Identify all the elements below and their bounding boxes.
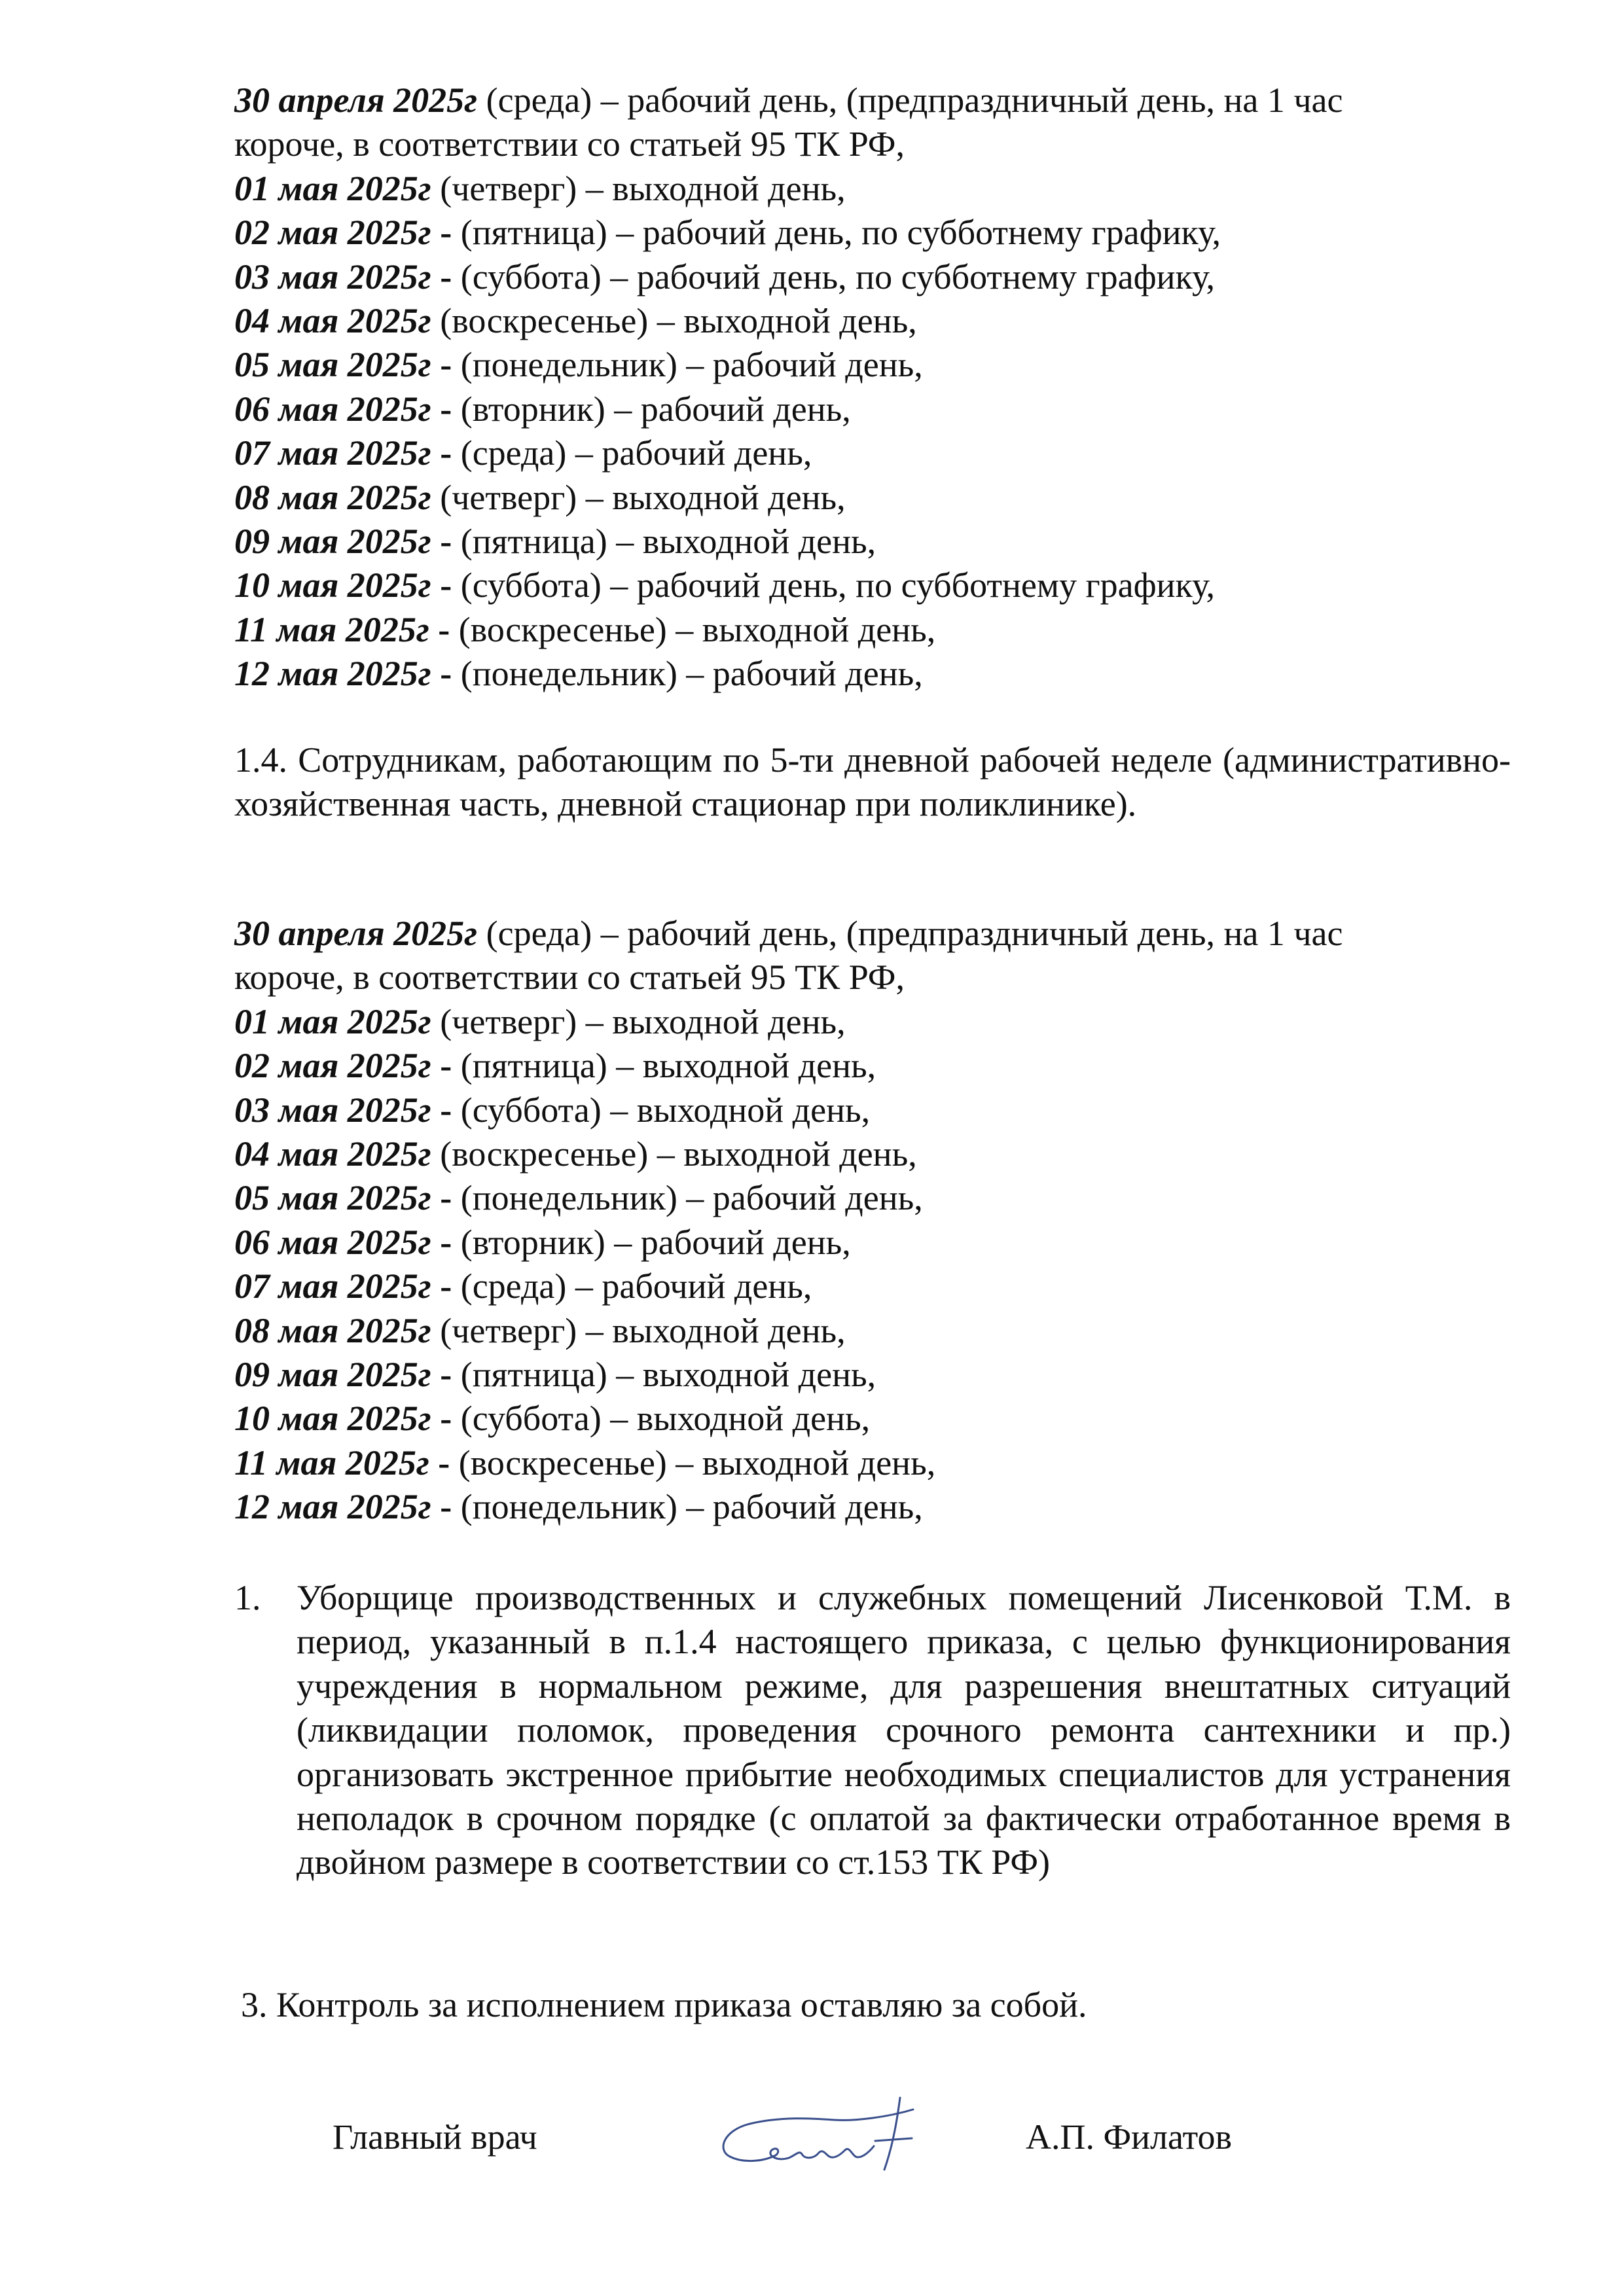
schedule-text: (среда) – рабочий день, xyxy=(452,1266,812,1306)
schedule-intro-line xyxy=(234,912,1511,956)
schedule-text: (четверг) – выходной день, xyxy=(431,477,846,517)
schedule-date: 30 апреля 2025г xyxy=(234,914,478,953)
schedule-text: (пятница) – выходной день, xyxy=(452,521,876,561)
schedule-text: короче, в соответствии со статьей 95 ТК РФ, xyxy=(234,958,905,997)
schedule-line xyxy=(234,1044,1511,1088)
schedule-line xyxy=(234,1397,1511,1441)
schedule-text: (воскресенье) – выходной день, xyxy=(450,1443,936,1482)
schedule-line xyxy=(234,1485,1511,1529)
schedule-text: (четверг) – выходной день, xyxy=(431,1310,846,1350)
schedule-date: 11 мая 2025г xyxy=(234,1443,429,1482)
schedule-date: 11 мая 2025г xyxy=(234,609,429,649)
schedule-text: (суббота) – выходной день, xyxy=(452,1090,871,1130)
schedule-date: 07 мая 2025г xyxy=(234,433,431,473)
schedule-date: 09 мая 2025г xyxy=(234,1354,431,1394)
schedule-date: 07 мая 2025г xyxy=(234,1266,431,1306)
schedule-date: 06 мая 2025г xyxy=(234,389,431,429)
schedule-text: (воскресенье) – выходной день, xyxy=(431,300,917,340)
schedule-line xyxy=(234,1265,1511,1308)
schedule-date: 01 мая 2025г xyxy=(234,1001,431,1041)
schedule-dash: - xyxy=(431,1046,452,1086)
schedule-text: (пятница) – рабочий день, по субботнему графику, xyxy=(452,213,1221,253)
schedule-five-day-week xyxy=(234,912,1511,1529)
schedule-dash: - xyxy=(429,609,450,649)
schedule-text: (воскресенье) – выходной день, xyxy=(431,1134,917,1174)
schedule-line xyxy=(234,1176,1511,1220)
schedule-text: (воскресенье) – выходной день, xyxy=(450,609,936,649)
schedule-date: 08 мая 2025г xyxy=(234,1310,431,1350)
paragraph-1-4: 1.4. Сотрудникам, работающим по 5-ти дневной рабочей неделе (административно-хозяйственная часть, дневной стационар при поликлинике). xyxy=(234,740,1511,824)
schedule-text: (понедельник) – рабочий день, xyxy=(452,1178,923,1218)
schedule-date: 08 мая 2025г xyxy=(234,477,431,517)
schedule-dash: - xyxy=(431,213,452,253)
schedule-text: (суббота) – рабочий день, по субботнему графику, xyxy=(452,257,1216,296)
schedule-date: 12 мая 2025г xyxy=(234,1487,431,1527)
schedule-line xyxy=(234,211,1511,255)
schedule-line xyxy=(234,1441,1511,1485)
schedule-date: 09 мая 2025г xyxy=(234,521,431,561)
schedule-line xyxy=(234,1088,1511,1132)
schedule-date: 06 мая 2025г xyxy=(234,1222,431,1262)
schedule-line xyxy=(234,255,1511,299)
schedule-intro-line-continued xyxy=(234,956,1511,999)
schedule-six-day-week xyxy=(234,79,1511,696)
schedule-line xyxy=(234,387,1511,431)
schedule-dash: - xyxy=(431,345,452,385)
schedule-dash: - xyxy=(431,1487,452,1527)
schedule-text: (вторник) – рабочий день, xyxy=(452,1222,851,1262)
schedule-line xyxy=(234,1353,1511,1397)
schedule-date: 01 мая 2025г xyxy=(234,168,431,208)
schedule-line xyxy=(234,1221,1511,1265)
order-item-3: 3. Контроль за исполнением приказа оставляю за собой. xyxy=(241,1985,1087,2024)
schedule-dash: - xyxy=(431,257,452,296)
signatory-name: А.П. Филатов xyxy=(1026,2117,1232,2157)
schedule-text: (четверг) – выходной день, xyxy=(431,168,846,208)
schedule-text: (четверг) – выходной день, xyxy=(431,1001,846,1041)
schedule-dash: - xyxy=(431,521,452,561)
schedule-dash: - xyxy=(431,1222,452,1262)
schedule-dash: - xyxy=(431,433,452,473)
schedule-line xyxy=(234,608,1511,652)
schedule-date: 03 мая 2025г xyxy=(234,1090,431,1130)
schedule-text: (понедельник) – рабочий день, xyxy=(452,654,923,694)
schedule-dash: - xyxy=(431,1399,452,1439)
item-text: Уборщице производственных и служебных помещений Лисенковой Т.М. в период, указанный в п.1.4 настоящего приказа, с целью функционирования учреждения в нормальном режиме, для разрешения внештатных ситуаций (ликвидации поломок, проведения срочного ремонта сантехники и пр.) организовать экстренное прибытие необходимых специалистов для устранения неполадок в срочном порядке (с оплатой за фактически отработанное время в двойном размере в соответствии со ст.153 ТК РФ) xyxy=(297,1578,1511,1882)
schedule-dash: - xyxy=(431,1354,452,1394)
schedule-date: 04 мая 2025г xyxy=(234,1134,431,1174)
schedule-date: 10 мая 2025г xyxy=(234,1399,431,1439)
schedule-text: (среда) – рабочий день, (предпраздничный день, на 1 час xyxy=(477,81,1343,120)
schedule-line xyxy=(234,476,1511,520)
schedule-date: 30 апреля 2025г xyxy=(234,81,478,120)
schedule-text: (пятница) – выходной день, xyxy=(452,1046,876,1086)
schedule-date: 02 мая 2025г xyxy=(234,213,431,253)
schedule-text: (суббота) – выходной день, xyxy=(452,1399,871,1439)
schedule-text: (понедельник) – рабочий день, xyxy=(452,345,923,385)
schedule-line xyxy=(234,1309,1511,1353)
schedule-date: 12 мая 2025г xyxy=(234,654,431,694)
schedule-text: короче, в соответствии со статьей 95 ТК РФ, xyxy=(234,124,905,164)
schedule-intro-line xyxy=(234,79,1511,122)
schedule-line xyxy=(234,1000,1511,1044)
schedule-line xyxy=(234,652,1511,696)
schedule-dash: - xyxy=(431,1266,452,1306)
schedule-date: 05 мая 2025г xyxy=(234,345,431,385)
schedule-text: (среда) – рабочий день, (предпраздничный день, на 1 час xyxy=(477,914,1343,953)
schedule-date: 10 мая 2025г xyxy=(234,565,431,605)
handwritten-signature xyxy=(704,2078,939,2189)
schedule-line xyxy=(234,564,1511,607)
schedule-dash: - xyxy=(431,1090,452,1130)
schedule-text: (вторник) – рабочий день, xyxy=(452,389,851,429)
schedule-line xyxy=(234,431,1511,475)
schedule-date: 02 мая 2025г xyxy=(234,1046,431,1086)
schedule-text: (суббота) – рабочий день, по субботнему графику, xyxy=(452,565,1216,605)
schedule-line xyxy=(234,1132,1511,1176)
signatory-role: Главный врач xyxy=(333,2117,537,2157)
schedule-date: 04 мая 2025г xyxy=(234,300,431,340)
item-number: 1. xyxy=(234,1578,261,1617)
schedule-intro-line-continued xyxy=(234,122,1511,166)
schedule-text: (пятница) – выходной день, xyxy=(452,1354,876,1394)
schedule-line xyxy=(234,343,1511,387)
schedule-line xyxy=(234,299,1511,343)
schedule-line xyxy=(234,167,1511,211)
schedule-date: 05 мая 2025г xyxy=(234,1178,431,1218)
schedule-dash: - xyxy=(429,1443,450,1482)
schedule-line xyxy=(234,520,1511,564)
schedule-text: (понедельник) – рабочий день, xyxy=(452,1487,923,1527)
schedule-dash: - xyxy=(431,389,452,429)
schedule-date: 03 мая 2025г xyxy=(234,257,431,296)
schedule-dash: - xyxy=(431,1178,452,1218)
schedule-dash: - xyxy=(431,654,452,694)
schedule-text: (среда) – рабочий день, xyxy=(452,433,812,473)
schedule-dash: - xyxy=(431,565,452,605)
